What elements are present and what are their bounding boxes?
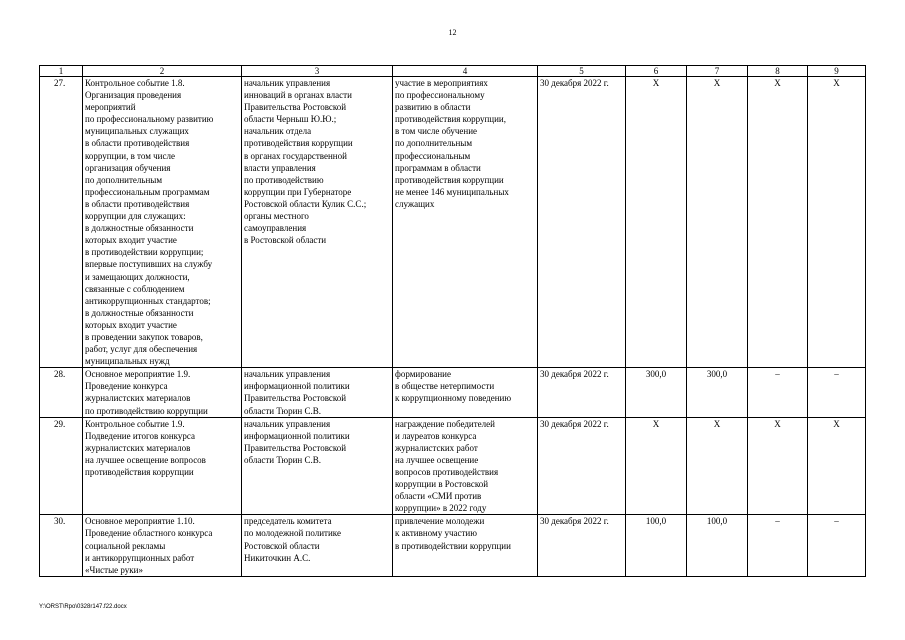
column-header: 4	[393, 66, 538, 77]
value-cell-6: X	[626, 77, 687, 368]
event-cell-line: мероприятий	[85, 102, 136, 113]
event-cell-line: Проведение областного конкурса	[85, 528, 213, 539]
result-cell-line: профессиональным	[395, 150, 471, 161]
result-cell-line: в том числе обучение	[395, 126, 478, 137]
responsible-cell-line: Правительства Ростовской	[244, 442, 347, 453]
event-cell-line: которых входит участие	[85, 235, 177, 246]
measures-table	[39, 65, 866, 577]
result-cell-line: противодействия коррупции	[395, 174, 504, 185]
responsible-cell-line: самоуправления	[244, 223, 307, 234]
event-cell-line: работ, услуг для обеспечения	[85, 344, 198, 355]
event-cell-line: профессиональным программам	[85, 186, 210, 197]
responsible-cell-line: Правительства Ростовской	[244, 393, 347, 404]
result-cell	[393, 417, 538, 515]
event-cell-line: Контрольное событие 1.8.	[85, 78, 185, 88]
row-number-cell: 30.	[40, 515, 83, 576]
responsible-cell	[242, 417, 393, 515]
event-cell-line: которых входит участие	[85, 319, 177, 330]
result-cell-line: и лауреатов конкурса	[395, 430, 477, 441]
value-cell-7: X	[687, 417, 748, 515]
deadline-cell: 30 декабря 2022 г.	[538, 515, 626, 576]
event-cell-line: муниципальных нужд	[85, 356, 170, 367]
result-cell-line: программам в области	[395, 162, 481, 173]
result-cell-line: к коррупционному поведению	[395, 393, 512, 404]
responsible-cell-line: информационной политики	[244, 381, 350, 392]
value-cell-6: X	[626, 417, 687, 515]
table-row	[40, 77, 866, 368]
row-number-cell: 29.	[40, 417, 83, 515]
column-header: 7	[687, 66, 748, 77]
responsible-cell-line: начальник управления	[244, 369, 331, 380]
row-number-cell: 27.	[40, 77, 83, 368]
responsible-cell-line: инноваций в органах власти	[244, 90, 352, 101]
responsible-cell-line: по противодействию	[244, 174, 324, 185]
responsible-cell	[242, 77, 393, 368]
responsible-cell-line: органы местного	[244, 211, 309, 222]
event-cell-line: антикоррупционных стандартов;	[85, 295, 211, 306]
event-cell-line: журналистских материалов	[85, 442, 191, 453]
result-cell-line: журналистских работ	[395, 442, 478, 453]
responsible-cell-line: области Тюрин С.В.	[244, 405, 321, 416]
value-cell-9: X	[808, 77, 866, 368]
result-cell-line: развитию в области	[395, 102, 471, 113]
result-cell-line: привлечение молодежи	[395, 516, 485, 527]
event-cell-line: Подведение итогов конкурса	[85, 430, 196, 441]
result-cell-line: коррупции» в 2022 году	[395, 503, 487, 514]
event-cell-line: организация обучения	[85, 162, 171, 173]
page-number: 12	[448, 28, 457, 37]
result-cell-line: по дополнительным	[395, 138, 473, 149]
responsible-cell	[242, 515, 393, 576]
value-cell-8: X	[748, 417, 808, 515]
column-header: 3	[242, 66, 393, 77]
value-cell-8: X	[748, 77, 808, 368]
value-cell-8: –	[748, 515, 808, 576]
result-cell-line: к активному участию	[395, 528, 477, 539]
responsible-cell-line: по молодежной политике	[244, 528, 341, 539]
event-cell-line: на лучшее освещение вопросов	[85, 454, 206, 465]
event-cell-line: коррупции для служащих:	[85, 211, 186, 222]
result-cell-line: противодействия коррупции,	[395, 114, 506, 125]
event-cell	[83, 417, 242, 515]
event-cell-line: по дополнительным	[85, 174, 163, 185]
value-cell-9: –	[808, 515, 866, 576]
result-cell-line: формирование	[395, 369, 451, 380]
value-cell-7: 300,0	[687, 368, 748, 417]
value-cell-6: 300,0	[626, 368, 687, 417]
deadline-cell: 30 декабря 2022 г.	[538, 77, 626, 368]
event-cell-line: журналистских материалов	[85, 393, 191, 404]
event-cell-line: в должностные обязанности	[85, 307, 194, 318]
column-header: 6	[626, 66, 687, 77]
value-cell-7: 100,0	[687, 515, 748, 576]
table-row	[40, 368, 866, 417]
row-number-cell: 28.	[40, 368, 83, 417]
event-cell-line: Основное мероприятие 1.9.	[85, 369, 191, 380]
value-cell-8: –	[748, 368, 808, 417]
result-cell-line: вопросов противодействия	[395, 467, 499, 477]
event-cell-line: Основное мероприятие 1.10.	[85, 516, 195, 527]
responsible-cell-line: председатель комитета	[244, 516, 332, 527]
event-cell-line: Организация проведения	[85, 90, 182, 101]
column-header: 2	[83, 66, 242, 77]
event-cell	[83, 77, 242, 368]
table-row	[40, 515, 866, 576]
responsible-cell-line: коррупции при Губернаторе	[244, 186, 352, 197]
responsible-cell-line: Никиточкин А.С.	[244, 552, 311, 563]
result-cell-line: участие в мероприятиях	[395, 78, 488, 88]
value-cell-7: X	[687, 77, 748, 368]
event-cell-line: впервые поступивших на службу	[85, 259, 213, 270]
value-cell-9: –	[808, 368, 866, 417]
event-cell-line: муниципальных служащих	[85, 126, 189, 137]
responsible-cell-line: в Ростовской области	[244, 235, 327, 246]
event-cell-line: противодействия коррупции	[85, 467, 194, 477]
responsible-cell-line: информационной политики	[244, 430, 350, 441]
event-cell-line: «Чистые руки»	[85, 564, 143, 575]
result-cell-line: служащих	[395, 198, 435, 209]
result-cell	[393, 515, 538, 576]
responsible-cell-line: власти управления	[244, 162, 316, 173]
event-cell-line: в проведении закупок товаров,	[85, 331, 203, 342]
table-row	[40, 417, 866, 515]
result-cell-line: в противодействии коррупции	[395, 540, 511, 551]
column-header: 8	[748, 66, 808, 77]
responsible-cell-line: Ростовской области	[244, 540, 320, 551]
result-cell-line: коррупции в Ростовской	[395, 479, 489, 490]
result-cell-line: на лучшее освещение	[395, 454, 479, 465]
responsible-cell-line: начальник управления	[244, 78, 331, 88]
header-row	[40, 66, 866, 77]
responsible-cell-line: в органах государственной	[244, 150, 347, 161]
responsible-cell-line: начальник отдела	[244, 126, 312, 137]
result-cell-line: в обществе нетерпимости	[395, 381, 495, 392]
result-cell-line: по профессиональному	[395, 90, 485, 101]
column-header: 5	[538, 66, 626, 77]
responsible-cell-line: Правительства Ростовской	[244, 102, 347, 113]
event-cell	[83, 368, 242, 417]
event-cell-line: связанные с соблюдением	[85, 283, 185, 294]
responsible-cell-line: начальник управления	[244, 418, 331, 429]
event-cell-line: в области противодействия	[85, 138, 190, 149]
file-path-footer: Y:\ORST\Rpo\0328r147.f22.docx	[39, 604, 127, 610]
value-cell-6: 100,0	[626, 515, 687, 576]
event-cell-line: и антикоррупционных работ	[85, 552, 195, 563]
result-cell-line: области «СМИ против	[395, 491, 482, 502]
event-cell-line: в противодействии коррупции;	[85, 247, 204, 258]
column-header: 9	[808, 66, 866, 77]
event-cell-line: и замещающих должности,	[85, 271, 190, 282]
responsible-cell-line: противодействия коррупции	[244, 138, 353, 149]
event-cell-line: в должностные обязанности	[85, 223, 194, 234]
event-cell-line: Проведение конкурса	[85, 381, 168, 392]
result-cell	[393, 77, 538, 368]
responsible-cell-line: Ростовской области Кулик С.С.;	[244, 198, 367, 209]
responsible-cell-line: области Тюрин С.В.	[244, 454, 321, 465]
event-cell-line: в области противодействия	[85, 198, 190, 209]
result-cell-line: награждение победителей	[395, 418, 495, 429]
event-cell-line: по профессиональному развитию	[85, 114, 214, 125]
value-cell-9: X	[808, 417, 866, 515]
event-cell-line: Контрольное событие 1.9.	[85, 418, 185, 429]
event-cell-line: по противодействию коррупции	[85, 405, 208, 416]
event-cell-line: коррупции, в том числе	[85, 150, 175, 161]
responsible-cell	[242, 368, 393, 417]
deadline-cell: 30 декабря 2022 г.	[538, 417, 626, 515]
result-cell	[393, 368, 538, 417]
responsible-cell-line: области Черныш Ю.Ю.;	[244, 114, 337, 125]
column-header: 1	[40, 66, 83, 77]
event-cell-line: социальной рекламы	[85, 540, 166, 551]
deadline-cell: 30 декабря 2022 г.	[538, 368, 626, 417]
event-cell	[83, 515, 242, 576]
result-cell-line: не менее 146 муниципальных	[395, 186, 509, 197]
